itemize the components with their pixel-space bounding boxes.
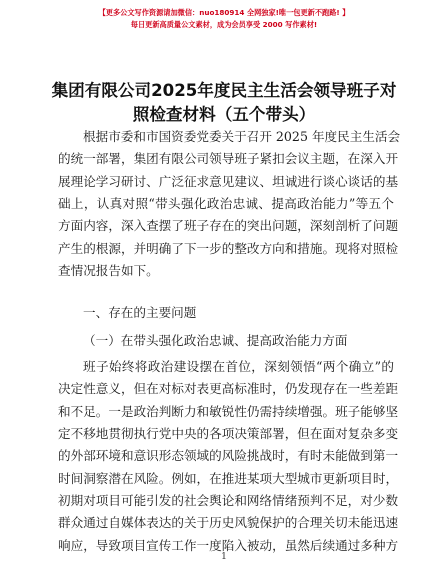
intro-line: 根据市委和市国资委党委关于召开 2025 年度民主生活会 — [83, 129, 401, 144]
body-line: 和不足。一是政治判断力和敏锐性仍需持续增强。班子能够坚 — [58, 403, 399, 419]
promo-banner-line-1: 【更多公文写作资源请加微信：nuo180914 全网独家!唯一包更新不跑路! 】 — [98, 8, 350, 17]
page-number: 1 — [221, 552, 227, 562]
intro-line: 产生的根源，并明确了下一步的整改方向和措施。现将对照检 — [58, 240, 399, 256]
body-paragraph — [58, 356, 399, 557]
document-title-line-2: 照检查材料（五个带头） — [132, 105, 316, 124]
body-line: 响应，导致项目宣传工作一度陷入被动，虽然后续通过多种方 — [58, 537, 399, 553]
intro-line: 展理论学习研讨、广泛征求意见建议、坦诚进行谈心谈话的基 — [58, 173, 399, 189]
document-title-line-1: 集团有限公司2025年度民主生活会领导班子对 — [51, 81, 397, 100]
body-line: 决定性意义，但在对标对表更高标准时，仍发现存在一些差距 — [58, 381, 399, 397]
body-line: 群众通过自媒体表达的关于历史风貌保护的合理关切未能迅速 — [58, 515, 399, 531]
intro-line: 查情况报告如下。 — [58, 263, 159, 279]
promo-banner-line-2: 每日更新高质量公文素材，成为会员享受 2000 写作素材! — [130, 20, 318, 29]
intro-paragraph — [58, 126, 401, 282]
body-line: 初期对项目可能引发的社会舆论和网络情绪预判不足，对少数 — [58, 493, 399, 509]
body-line: 定不移地贯彻执行党中央的各项决策部署，但在面对复杂多变 — [58, 426, 399, 442]
body-line: 时间洞察潜在风险。例如，在推进某项大型城市更新项目时， — [58, 470, 399, 486]
intro-line: 方面内容，深入查摆了班子存在的突出问题，深刻剖析了问题 — [58, 218, 399, 234]
intro-line: 础上，认真对照“带头强化政治忠诚、提高政治能力”等五个 — [58, 196, 394, 212]
section-heading: 一、存在的主要问题 — [83, 305, 197, 320]
body-line: 班子始终将政治建设摆在首位，深刻领悟“两个确立”的 — [83, 359, 394, 374]
subsection-heading: （一）在带头强化政治忠诚、提高政治能力方面 — [83, 333, 348, 348]
body-line: 的外部环境和意识形态领域的风险挑战时，有时未能做到第一 — [58, 448, 399, 464]
intro-line: 的统一部署，集团有限公司领导班子紧扣会议主题，在深入开 — [58, 151, 399, 167]
